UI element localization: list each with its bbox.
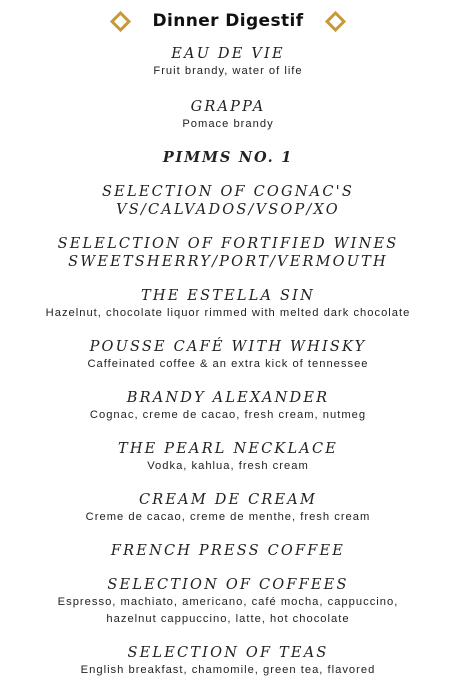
- diamond-icon: [324, 10, 345, 31]
- item-description: Cognac, creme de cacao, fresh cream, nutmeg: [89, 409, 367, 421]
- menu-item-brandy-alexander: [0, 389, 456, 424]
- item-name: SELECTION OF COFFEES: [107, 577, 349, 593]
- menu-header: [0, 7, 456, 35]
- menu-item-estella-sin: [0, 287, 456, 322]
- menu-item-pimms: [0, 149, 456, 167]
- item-name: POUSSE CAFÉ WITH WHISKY: [89, 339, 367, 355]
- item-description: Espresso, machiato, americano, café mocha, cappuccino, hazelnut cappuccino, latte, hot chocolate: [57, 596, 399, 625]
- item-name: EAU DE VIE: [171, 46, 285, 62]
- item-name: THE PEARL NECKLACE: [117, 441, 339, 457]
- menu-item-coffees: [0, 576, 456, 628]
- menu-item-cream-de-cream: [0, 491, 456, 526]
- menu-item-french-press: [0, 542, 456, 560]
- menu-title: Dinner Digestif: [152, 11, 304, 31]
- item-description: Pomace brandy: [182, 118, 274, 130]
- item-description: Caffeinated coffee & an extra kick of tennessee: [87, 358, 369, 370]
- item-description: Hazelnut, chocolate liquor rimmed with melted dark chocolate: [45, 307, 411, 319]
- item-description: Creme de cacao, creme de menthe, fresh cream: [85, 511, 371, 523]
- item-name: PIMMS NO. 1: [162, 149, 294, 166]
- menu-item-fortified-wines: [0, 235, 456, 271]
- item-description: Vodka, kahlua, fresh cream: [147, 460, 309, 472]
- diamond-icon: [110, 10, 131, 31]
- item-description: English breakfast, chamomile, green tea, flavored: [80, 664, 376, 676]
- menu-item-pearl-necklace: [0, 440, 456, 475]
- item-name: BRANDY ALEXANDER: [126, 390, 330, 406]
- item-name: FRENCH PRESS COFFEE: [110, 543, 346, 559]
- menu-item-cognac: [0, 183, 456, 219]
- item-description: Fruit brandy, water of life: [153, 65, 303, 77]
- item-name: GRAPPA: [190, 99, 266, 115]
- item-name: SELECTION OF COGNAC'S VS/CALVADOS/VSOP/XO: [102, 184, 354, 218]
- item-name: SELELCTION OF FORTIFIED WINES SWEETSHERRY/PORT/VERMOUTH: [57, 236, 399, 270]
- menu-item-teas: [0, 644, 456, 679]
- item-name: SELECTION OF TEAS: [127, 645, 329, 661]
- menu-item-pousse-cafe: [0, 338, 456, 373]
- item-name: THE ESTELLA SIN: [141, 288, 315, 304]
- menu-item-grappa: [0, 98, 456, 133]
- item-name: CREAM DE CREAM: [138, 492, 318, 508]
- menu-item-eau-de-vie: [0, 45, 456, 80]
